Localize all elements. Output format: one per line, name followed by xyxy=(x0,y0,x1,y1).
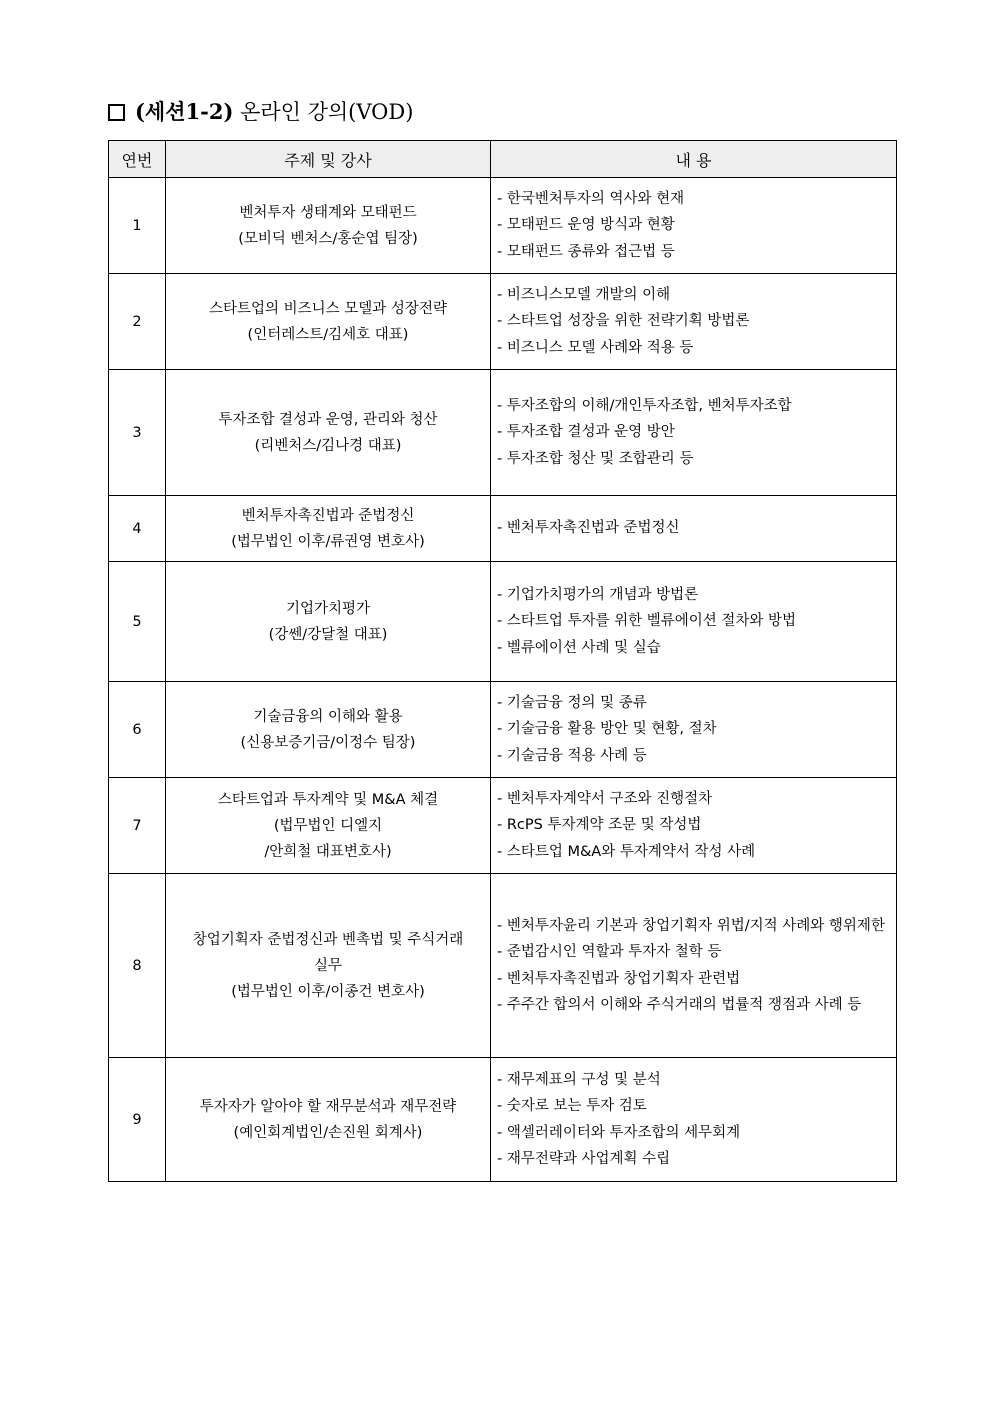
topic-cell xyxy=(166,370,491,496)
header-topic: 주제 및 강사 xyxy=(166,141,491,178)
content-item: - 투자조합 청산 및 조합관리 등 xyxy=(497,446,892,473)
row-number: 7 xyxy=(109,778,166,874)
table-row xyxy=(109,496,897,562)
topic-speaker-cont: /안희철 대표변호사) xyxy=(264,843,392,860)
topic-cell xyxy=(166,178,491,274)
content-cell xyxy=(491,874,897,1058)
table-row xyxy=(109,874,897,1058)
topic-title-cont: 실무 xyxy=(313,957,342,974)
topic-cell xyxy=(166,1058,491,1182)
content-item: - 한국벤처투자의 역사와 현재 xyxy=(497,186,892,213)
topic-cell xyxy=(166,274,491,370)
topic-cell xyxy=(166,562,491,682)
section-heading xyxy=(108,97,413,127)
row-number: 9 xyxy=(109,1058,166,1182)
content-item: - 벤처투자촉진법과 창업기획자 관련법 xyxy=(497,966,892,993)
topic-speaker: (법무법인 디엘지 xyxy=(273,817,383,834)
topic-title: 스타트업과 투자계약 및 M&A 체결 xyxy=(217,791,439,808)
content-item: - 벤처투자윤리 기본과 창업기획자 위법/지적 사례와 행위제한 xyxy=(497,913,892,940)
row-number: 6 xyxy=(109,682,166,778)
content-item: - 투자조합 결성과 운영 방안 xyxy=(497,419,892,446)
topic-speaker: (리벤처스/김나경 대표) xyxy=(254,437,402,454)
topic-title: 스타트업의 비즈니스 모델과 성장전략 xyxy=(209,300,447,317)
topic-title: 창업기획자 준법정신과 벤촉법 및 주식거래 xyxy=(192,931,464,948)
header-content: 내 용 xyxy=(491,141,897,178)
section-title: 온라인 강의(VOD) xyxy=(240,100,414,124)
content-item: - 숫자로 보는 투자 검토 xyxy=(497,1093,892,1120)
session-label: (세션1-2) xyxy=(135,99,234,124)
topic-cell xyxy=(166,778,491,874)
topic-speaker: (법무법인 이후/이종건 변호사) xyxy=(231,983,425,1000)
content-item: - 기업가치평가의 개념과 방법론 xyxy=(497,582,892,609)
topic-speaker: (예인회계법인/손진원 회계사) xyxy=(233,1124,423,1141)
table-header-row xyxy=(109,141,897,178)
content-item: - 준법감시인 역할과 투자자 철학 등 xyxy=(497,939,892,966)
content-item: - 스타트업 M&A와 투자계약서 작성 사례 xyxy=(497,839,892,866)
content-item: - 기술금융 정의 및 종류 xyxy=(497,690,892,717)
topic-cell xyxy=(166,874,491,1058)
topic-speaker: (신용보증기금/이정수 팀장) xyxy=(240,734,416,751)
topic-title: 벤처투자촉진법과 준법정신 xyxy=(241,507,415,524)
content-cell xyxy=(491,778,897,874)
topic-speaker: (강쎈/강달철 대표) xyxy=(268,626,388,643)
row-number: 2 xyxy=(109,274,166,370)
content-item: - 주주간 합의서 이해와 주식거래의 법률적 쟁점과 사례 등 xyxy=(497,992,892,1019)
table-row xyxy=(109,682,897,778)
content-item: - 벨류에이션 사례 및 실습 xyxy=(497,635,892,662)
table-row xyxy=(109,1058,897,1182)
topic-speaker: (모비딕 벤처스/홍순엽 팀장) xyxy=(238,230,418,247)
content-item: - 투자조합의 이해/개인투자조합, 벤처투자조합 xyxy=(497,393,892,420)
row-number: 8 xyxy=(109,874,166,1058)
content-cell xyxy=(491,370,897,496)
row-number: 5 xyxy=(109,562,166,682)
lecture-table xyxy=(108,140,897,1182)
content-item: - 액셀러레이터와 투자조합의 세무회계 xyxy=(497,1120,892,1147)
table-row xyxy=(109,274,897,370)
content-item: - 기술금융 적용 사례 등 xyxy=(497,743,892,770)
content-item: - 기술금융 활용 방안 및 현황, 절차 xyxy=(497,716,892,743)
topic-title: 투자자가 알아야 할 재무분석과 재무전략 xyxy=(199,1098,457,1115)
table-row xyxy=(109,370,897,496)
content-item: - 비즈니스 모델 사례와 적용 등 xyxy=(497,335,892,362)
content-item: - 스타트업 투자를 위한 벨류에이션 절차와 방법 xyxy=(497,608,892,635)
topic-cell xyxy=(166,682,491,778)
content-item: - 모태펀드 종류와 접근법 등 xyxy=(497,239,892,266)
topic-cell xyxy=(166,496,491,562)
content-cell xyxy=(491,562,897,682)
topic-title: 기술금융의 이해와 활용 xyxy=(253,708,403,725)
content-cell xyxy=(491,1058,897,1182)
row-number: 4 xyxy=(109,496,166,562)
content-cell xyxy=(491,274,897,370)
content-item: - 재무전략과 사업계획 수립 xyxy=(497,1146,892,1173)
table-row xyxy=(109,778,897,874)
checkbox-square-icon xyxy=(108,104,125,121)
header-num: 연번 xyxy=(109,141,166,178)
content-item: - 비즈니스모델 개발의 이해 xyxy=(497,282,892,309)
content-cell xyxy=(491,178,897,274)
row-number: 3 xyxy=(109,370,166,496)
topic-title: 기업가치평가 xyxy=(285,600,371,617)
content-item: - 재무제표의 구성 및 분석 xyxy=(497,1067,892,1094)
content-cell xyxy=(491,682,897,778)
table-row xyxy=(109,562,897,682)
topic-speaker: (인터레스트/김세호 대표) xyxy=(247,326,409,343)
content-cell xyxy=(491,496,897,562)
table-row xyxy=(109,178,897,274)
content-item: - 벤처투자계약서 구조와 진행절차 xyxy=(497,786,892,813)
topic-speaker: (법무법인 이후/류권영 변호사) xyxy=(231,533,425,550)
content-item: - RcPS 투자계약 조문 및 작성법 xyxy=(497,812,892,839)
topic-title: 벤처투자 생태계와 모태펀드 xyxy=(239,204,417,221)
content-item: - 스타트업 성장을 위한 전략기획 방법론 xyxy=(497,308,892,335)
topic-title: 투자조합 결성과 운영, 관리와 청산 xyxy=(218,411,438,428)
content-item: - 벤처투자촉진법과 준법정신 xyxy=(497,515,892,542)
content-item: - 모태펀드 운영 방식과 현황 xyxy=(497,212,892,239)
row-number: 1 xyxy=(109,178,166,274)
